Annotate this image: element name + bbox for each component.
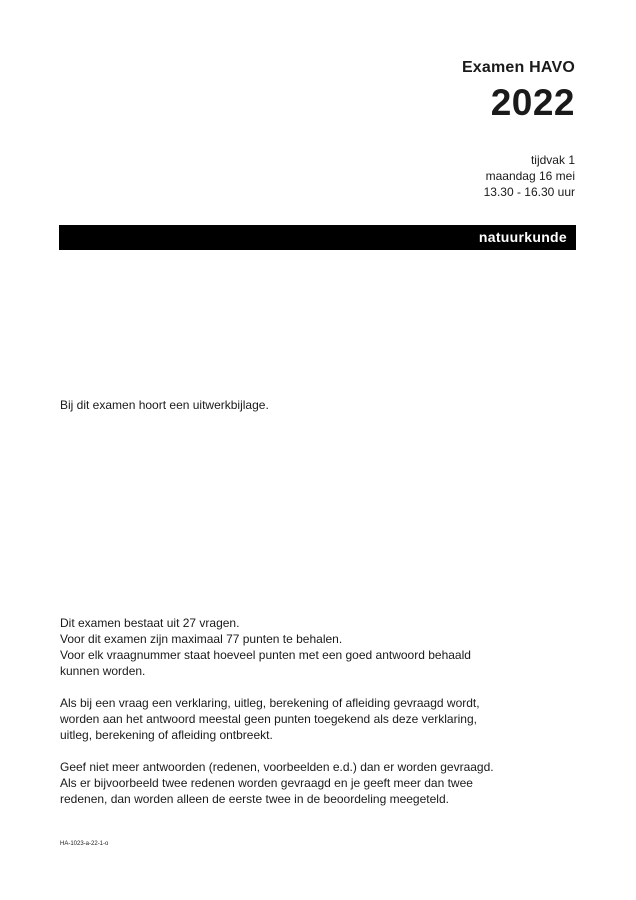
instruction-line: Als bij een vraag een verklaring, uitleg, berekening of afleiding gevraagd wordt, xyxy=(60,696,480,710)
instructions-paragraph-2 xyxy=(60,695,560,743)
exam-label: Examen HAVO xyxy=(461,59,575,76)
session-info xyxy=(484,152,575,200)
instructions xyxy=(60,615,560,823)
subject-bar xyxy=(59,225,576,250)
instructions-paragraph-3 xyxy=(60,759,560,807)
instruction-line: redenen, dan worden alleen de eerste twee in de beoordeling meegeteld. xyxy=(60,792,449,806)
subject-title: natuurkunde xyxy=(478,229,567,245)
instruction-line: Geef niet meer antwoorden (redenen, voorbeelden e.d.) dan er worden gevraagd. xyxy=(60,760,494,774)
session-period: tijdvak 1 xyxy=(530,153,575,167)
session-time: 13.30 - 16.30 uur xyxy=(483,185,575,199)
instructions-paragraph-1 xyxy=(60,615,560,679)
exam-header xyxy=(462,58,575,124)
instruction-line: worden aan het antwoord meestal geen punten toegekend als deze verklaring, xyxy=(60,712,477,726)
attachment-note: Bij dit examen hoort een uitwerkbijlage. xyxy=(60,398,269,412)
session-date: maandag 16 mei xyxy=(485,169,575,183)
document-code: HA-1023-a-22-1-o xyxy=(60,841,109,847)
instruction-line: kunnen worden. xyxy=(60,664,146,678)
exam-year: 2022 xyxy=(490,82,575,123)
instruction-line: Als er bijvoorbeeld twee redenen worden gevraagd en je geeft meer dan twee xyxy=(60,776,473,790)
instruction-line: Voor elk vraagnummer staat hoeveel punten met een goed antwoord behaald xyxy=(60,648,471,662)
instruction-line: Voor dit examen zijn maximaal 77 punten te behalen. xyxy=(60,632,343,646)
instruction-line: Dit examen bestaat uit 27 vragen. xyxy=(60,616,240,630)
instruction-line: uitleg, berekening of afleiding ontbreekt. xyxy=(60,728,273,742)
